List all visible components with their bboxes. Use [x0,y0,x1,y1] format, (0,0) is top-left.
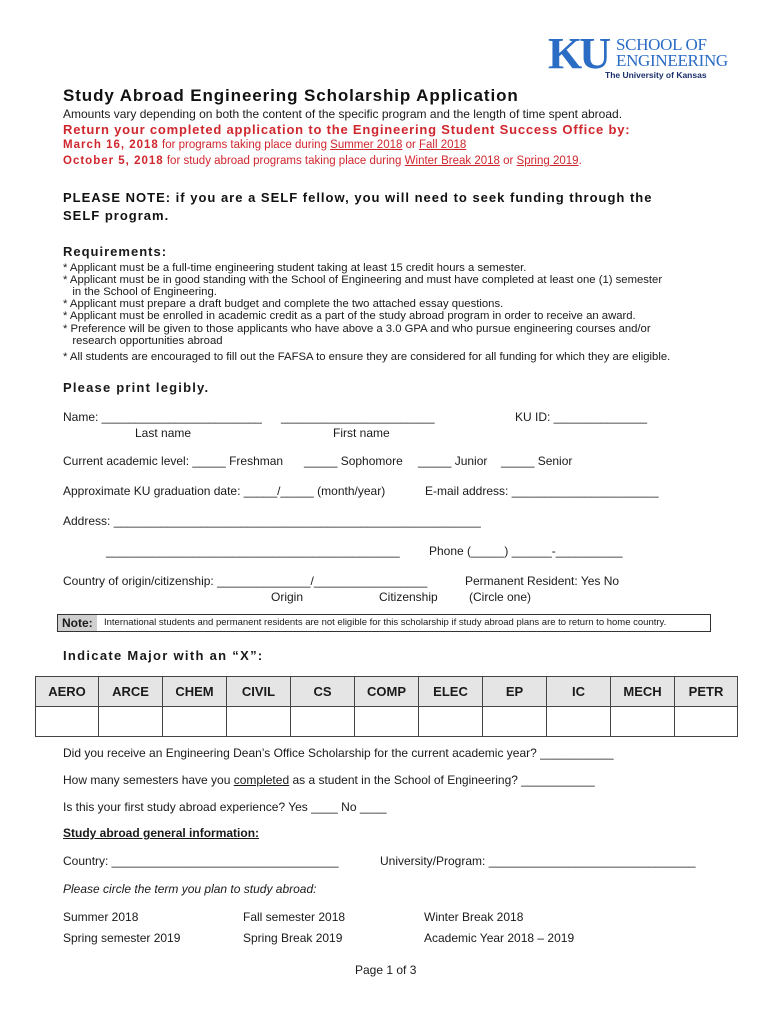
major-header-civil: CIVIL [227,677,291,707]
major-box-ep[interactable] [483,707,547,737]
eligibility-note [57,614,711,632]
country-of-origin-field[interactable]: Country of origin/citizenship: ______________/_________________ [63,574,428,588]
requirement-item: * Applicant must be in good standing with the School of Engineering and must have completed at least one (1) semester [63,274,663,286]
requirements-heading: Requirements: [63,244,168,259]
major-box-cs[interactable] [291,707,355,737]
deadline-date: March 16, 2018 [63,139,159,151]
requirement-item: * Applicant must be enrolled in academic credit as a part of the study abroad program in order to receive an award. [63,310,636,322]
freshman-option[interactable]: Current academic level: _____ Freshman [63,454,284,468]
deadline-text: for study abroad programs taking place during [163,155,405,167]
question-emphasis: completed [233,773,290,787]
note-label: Note: [58,615,97,631]
address-field[interactable]: Address: _______________________________________________________ [63,514,481,528]
term-summer-2018[interactable]: Summer 2018 [63,910,139,924]
term-winter-break-2018[interactable]: Winter Break 2018 [424,910,524,924]
deadline-text: . [578,155,582,167]
deadline-text: or [402,139,420,151]
circle-one-label: (Circle one) [469,590,532,604]
study-abroad-heading: Study abroad general information: [63,826,260,840]
subtitle: Amounts vary depending on both the content of the specific program and the length of time spent abroad. [63,107,623,121]
first-name-label: First name [333,426,390,440]
requirement-item: * Applicant must be a full-time engineering student taking at least 15 credit hours a semester. [63,262,527,274]
name-field[interactable]: Name: ________________________ [63,410,262,424]
major-header-comp: COMP [355,677,419,707]
address-line-2-field[interactable]: ____________________________________________ [106,544,400,558]
first-study-abroad-question[interactable]: Is this your first study abroad experience? Yes ____ No ____ [63,800,387,814]
major-header-ic: IC [547,677,611,707]
requirement-item: in the School of Engineering. [63,286,217,298]
question-text: How many semesters have you [63,773,234,787]
graduation-date-field[interactable]: Approximate KU graduation date: _____/_____ (month/year) [63,484,386,498]
major-box-elec[interactable] [419,707,483,737]
deadline-text: or [499,155,517,167]
major-header-mech: MECH [611,677,675,707]
question-text: as a student in the School of Engineering? ___________ [289,773,595,787]
major-header-arce: ARCE [99,677,163,707]
deans-scholarship-question[interactable]: Did you receive an Engineering Dean’s Office Scholarship for the current academic year? ___________ [63,746,614,760]
major-table [35,676,738,737]
country-field[interactable]: Country: __________________________________ [63,854,339,868]
logo-mark: KU [548,29,608,78]
print-heading: Please print legibly. [63,380,210,395]
major-box-petr[interactable] [675,707,738,737]
major-header-chem: CHEM [163,677,227,707]
please-note-line-1: PLEASE NOTE: if you are a SELF fellow, you will need to seek funding through the [63,190,653,205]
major-header-aero: AERO [36,677,99,707]
term-spring-2019[interactable]: Spring semester 2019 [63,931,181,945]
note-text: International students and permanent residents are not eligible for this scholarship if study abroad plans are to return to home country. [104,617,667,628]
ku-engineering-logo [548,29,728,82]
major-box-comp[interactable] [355,707,419,737]
major-box-arce[interactable] [99,707,163,737]
sophomore-option[interactable]: _____ Sophomore [304,454,403,468]
permanent-resident-field[interactable]: Permanent Resident: Yes No [465,574,620,588]
deadline-term: Summer 2018 [330,139,403,151]
senior-option[interactable]: _____ Senior [501,454,573,468]
requirement-item: * Preference will be given to those applicants who have above a 3.0 GPA and who pursue engineering courses and/or [63,323,651,335]
return-heading: Return your completed application to the Engineering Student Success Office by: [63,122,631,137]
deadline-2 [63,155,582,167]
origin-label: Origin [271,590,304,604]
ku-id-field[interactable]: KU ID: ______________ [515,410,648,424]
major-box-mech[interactable] [611,707,675,737]
major-header-ep: EP [483,677,547,707]
logo-line-1: SCHOOL OF [616,35,707,54]
page-title: Study Abroad Engineering Scholarship Application [63,86,519,105]
last-name-label: Last name [135,426,192,440]
deadline-term: Spring 2019 [516,155,579,167]
major-header-elec: ELEC [419,677,483,707]
major-box-ic[interactable] [547,707,611,737]
major-box-aero[interactable] [36,707,99,737]
university-program-field[interactable]: University/Program: _______________________________ [380,854,696,868]
first-name-field[interactable]: _______________________ [281,410,435,424]
deadline-1 [63,139,466,151]
circle-term-instruction: Please circle the term you plan to study abroad: [63,882,317,896]
requirement-item: research opportunities abroad [63,335,223,347]
email-field[interactable]: E-mail address: ______________________ [425,484,659,498]
semesters-completed-question[interactable] [63,773,595,787]
logo-line-2: ENGINEERING [616,51,728,70]
deadline-text: for programs taking place during [158,139,331,151]
page-number: Page 1 of 3 [355,963,417,977]
term-academic-year[interactable]: Academic Year 2018 – 2019 [424,931,575,945]
term-spring-break-2019[interactable]: Spring Break 2019 [243,931,343,945]
deadline-term: Winter Break 2018 [404,155,500,167]
major-header-petr: PETR [675,677,738,707]
requirement-item: * Applicant must prepare a draft budget and complete the two attached essay questions. [63,298,504,310]
logo-line-3: The University of Kansas [605,70,707,80]
term-fall-2018[interactable]: Fall semester 2018 [243,910,346,924]
phone-field[interactable]: Phone (_____) ______-__________ [429,544,623,558]
deadline-term: Fall 2018 [419,139,467,151]
major-header-cs: CS [291,677,355,707]
deadline-date: October 5, 2018 [63,155,164,167]
major-box-civil[interactable] [227,707,291,737]
please-note-line-2: SELF program. [63,208,170,223]
major-box-chem[interactable] [163,707,227,737]
requirement-item: * All students are encouraged to fill out the FAFSA to ensure they are considered for all funding for which they are eligible. [63,351,671,363]
major-heading: Indicate Major with an “X”: [63,648,264,663]
citizenship-label: Citizenship [379,590,438,604]
junior-option[interactable]: _____ Junior [418,454,488,468]
